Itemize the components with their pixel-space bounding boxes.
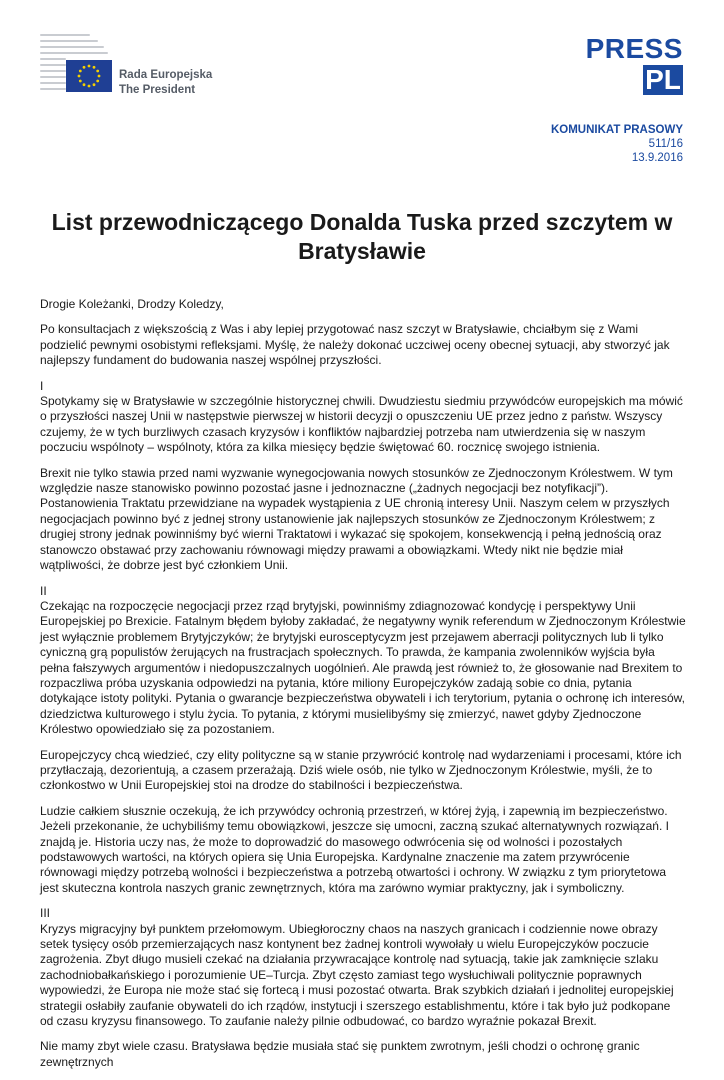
org-name-line1: Rada Europejska (119, 69, 213, 81)
document-title: List przewodniczącego Donalda Tuska przed szczytem w Bratysławie (51, 209, 673, 264)
paragraph: Europejczycy chcą wiedzieć, czy elity polityczne są w stanie przywrócić kontrolę nad wydarzeniami i procesami, które ich przytłaczają, dezorientują, a czasem przerażają. Dziś wiele osób, nie tylko w Zjednoczonym Królestwie, myśli, że to członkostwo w Unii Europejskiej stoi na drodze do stabilności i bezpieczeństwa. (40, 747, 682, 793)
org-name-line2: The President (119, 84, 196, 96)
release-kind: KOMUNIKAT PRASOWY (550, 124, 683, 136)
press-logo (584, 35, 683, 95)
eu-flag-icon (66, 60, 112, 92)
paragraph: Nie mamy zbyt wiele czasu. Bratysława będzie musiała stać się punktem zwrotnym, jeśli chodzi o ochronę granic zewnętrznych (40, 1039, 640, 1069)
section-label: III (40, 906, 51, 921)
section-label: I (40, 378, 44, 393)
intro-paragraph: Po konsultacjach z większością z Was i aby lepiej przygotować nasz szczyt w Bratysławie, chciałbym się z Wami podzielić pewnymi osobistymi refleksjami. Myślę, że należy dokonać uczciwej oceny obecnej sytuacji, aby stworzyć jak najlepszy fundament do budowania naszej wspólnej przyszłości. (40, 322, 670, 368)
paragraph: Ludzie całkiem słusznie oczekują, że ich przywódcy ochronią przestrzeń, w której żyją, i zapewnią im bezpieczeństwo. Jeżeli przekonanie, że uchybiliśmy temu obowiązkowi, jeszcze się umocni, zaczną szukać alternatywnych rozwiązań. I znajdą je. Historia uczy nas, że może to doprowadzić do masowego odwrócenia się od wolności i pozostałych podstawowych wartości, na których opiera się Unia Europejska. Kardynalne znaczenie ma zatem przywrócenie równowagi między potrzebą wolności i bezpieczeństwa a potrzebą otwartości i ochrony. W związku z tym priorytetowa jest skuteczna kontrola naszych granic zewnętrznych, która ma zarówno wymiar praktyczny, jak i symboliczny. (40, 803, 669, 895)
section-label: II (40, 583, 47, 598)
release-date: 13.9.2016 (631, 152, 683, 164)
paragraph: Kryzys migracyjny był punktem przełomowym. Ubiegłoroczny chaos na naszych granicach i codziennie nowe obrazy setek tysięcy osób przemierzających nasz kontynent bez żadnej kontroli wywołały u wielu Europejczyków poczucie zagrożenia. Zbyt długo musieli czekać na działania przywracające kontrolę nad sytuacją, takie jak zamknięcie szlaku zachodniobałkańskiego i porozumienie UE–Turcja. Zbyt często zamiast tego wysłuchiwali politycznie poprawnych wypowiedzi, że Europa nie może stać się fortecą i musi pozostać otwarta. Brak szybkich działań i jednolitej europejskiej strategii osłabiły zaufanie obywateli do ich rządów, instytucji i szerszego establishmentu, które i tak było już podkopane od czasu kryzysu finansowego. To zaufanie należy pilnie odbudować, co bardzo wyraźnie pokazał Brexit. (40, 921, 674, 1029)
language-code-badge: PL (643, 65, 683, 95)
letter-body (40, 297, 686, 1080)
press-release-info (551, 123, 683, 165)
paragraph: Brexit nie tylko stawia przed nami wyzwanie wynegocjowania nowych stosunków ze Zjednoczonym Królestwem. W tym względzie nasze stanowisko powinno pozostać jasne i jednoznaczne („żadnych negocjacji bez notyfikacji”). Postanowienia Traktatu przewidziane na wypadek wystąpienia z UE chronią interesy Unii. Naszym celem w przyszłych negocjacjach powinno być z jednej strony ustanowienie jak najlepszych stosunków ze Zjednoczonym Królestwem; z drugiej strony jednak powinniśmy być wierni Traktatowi i wykazać się spokojem, konsekwencją i pełną jednością oraz stanowczo obstawać przy zachowaniu równowagi między prawami a obowiązkami. Wtedy nikt nie będzie miał wątpliwości, że dobrze jest być członkiem Unii. (40, 465, 673, 573)
european-council-logo (40, 34, 230, 98)
release-number: 511/16 (648, 138, 683, 150)
salutation: Drogie Koleżanki, Drodzy Koledzy, (40, 297, 224, 311)
paragraph: Spotykamy się w Bratysławie w szczególnie historycznej chwili. Dwudziestu siedmiu przywódców europejskich ma mówić o przyszłości naszej Unii w następstwie pierwszej w historii decyzji o opuszczeniu UE przez jedno z państw. Wszyscy czujemy, że w tych burzliwych czasach kryzysów i konfliktów najbardziej potrzeba nam utwierdzenia się w naszym poczuciu wspólnoty – wspólnoty, która za kilka miesięcy będzie świętować 60. rocznicę swojego istnienia. (40, 394, 683, 455)
paragraph: Czekając na rozpoczęcie negocjacji przez rząd brytyjski, powinniśmy zdiagnozować kondycję i perspektywy Unii Europejskiej po Brexicie. Fatalnym błędem byłoby zakładać, że negatywny wynik referendum w Zjednoczonym Królestwie jest wyłącznie problemem Brytyjczyków; że brytyjski eurosceptycyzm jest przejawem aberracji politycznych lub li tylko cyniczną grą populistów żerujących na frustracjach społecznych. To prawda, że kampania zwolenników wyjścia była pełna fałszywych argumentów i niedopuszczalnych uogólnień. Ale prawdą jest również to, że głosowanie nad Brexitem to rozpaczliwa próba uzyskania odpowiedzi na pytania, które miliony Europejczyków zadają sobie co dnia, pytania dotykające istoty polityki. Pytania o gwarancje bezpieczeństwa obywateli i ich terytorium, pytania o ochronę ich interesów, dziedzictwa kulturowego i stylu życia. To pytania, z którymi musielibyśmy się zmierzyć, nawet gdyby Zjednoczone Królestwo opowiedziało się za pozostaniem. (40, 598, 686, 737)
organization-name (119, 68, 212, 98)
press-word: PRESS (585, 33, 683, 64)
